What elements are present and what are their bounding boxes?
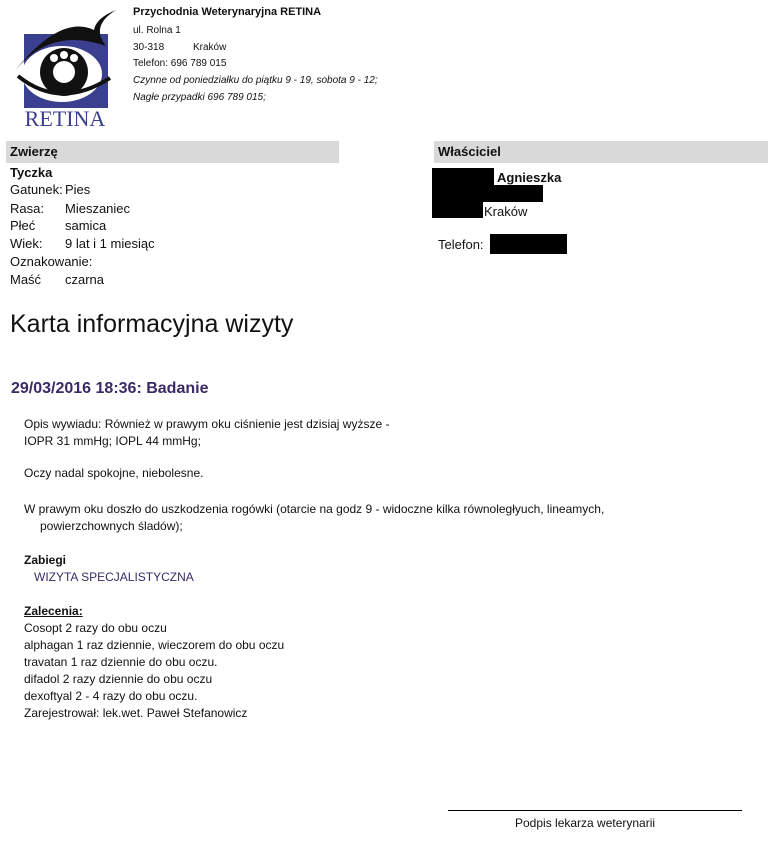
recommendation-item: difadol 2 razy dziennie do obu oczu <box>24 672 213 686</box>
visit-heading: 29/03/2016 18:36: Badanie <box>11 380 209 397</box>
species-value: Pies <box>65 182 91 197</box>
logo-text: RETINA <box>24 106 106 130</box>
owner-phone-label: Telefon: <box>438 237 484 252</box>
signature-label: Podpis lekarza weterynarii <box>515 816 656 830</box>
coat-value: czarna <box>65 272 105 287</box>
procedures-label: Zabiegi <box>24 553 67 567</box>
marking-label: Oznakowanie: <box>10 254 93 269</box>
clinic-phone: Telefon: 696 789 015 <box>133 58 227 69</box>
breed-label: Rasa: <box>10 201 44 216</box>
sex-label: Płeć <box>10 218 36 233</box>
recommendations-label: Zalecenia: <box>24 604 83 618</box>
interview-line-1: Opis wywiadu: Również w prawym oku ciśnienie jest dzisiaj wyższe - <box>24 417 390 431</box>
owner-redaction-postal <box>432 202 483 218</box>
document-title: Karta informacyjna wizyty <box>10 310 294 338</box>
owner-redaction-street <box>432 185 543 202</box>
clinic-emergency: Nagłe przypadki 696 789 015; <box>133 92 266 103</box>
interview-line-2: IOPR 31 mmHg; IOPL 44 mmHg; <box>24 434 201 448</box>
owner-redaction-phone <box>490 234 567 254</box>
clinic-postal-code: 30-318 <box>133 42 165 53</box>
animal-section-header: Zwierzę <box>6 141 339 163</box>
damage-line-1: W prawym oku doszło do uszkodzenia rogówki (otarcie na godz 9 - widoczne kilka równoległyuch, lineamych, <box>24 502 605 516</box>
recommendation-item: dexoftyal 2 - 4 razy do obu oczu. <box>24 689 198 703</box>
clinic-hours: Czynne od poniedziałku do piątku 9 - 19, sobota 9 - 12; <box>133 75 378 86</box>
owner-redaction-surname <box>432 168 494 185</box>
damage-line-2: powierzchownych śladów); <box>40 519 183 533</box>
clinic-city: Kraków <box>193 42 227 53</box>
owner-city: Kraków <box>484 204 528 219</box>
clinic-name: Przychodnia Weterynaryjna RETINA <box>133 6 322 18</box>
recommendation-item: travatan 1 raz dziennie do obu oczu. <box>24 655 218 669</box>
animal-name: Tyczka <box>10 165 53 180</box>
coat-label: Maść <box>10 272 42 287</box>
logo-paw-icon <box>53 61 75 83</box>
recommendation-item: Cosopt 2 razy do obu oczu <box>24 621 167 635</box>
sex-value: samica <box>65 218 107 233</box>
breed-value: Mieszaniec <box>65 201 131 216</box>
age-label: Wiek: <box>10 236 43 251</box>
eyes-calm-text: Oczy nadal spokojne, niebolesne. <box>24 466 204 480</box>
species-label: Gatunek: <box>10 182 63 197</box>
owner-first-name: Agnieszka <box>497 170 562 185</box>
clinic-street: ul. Rolna 1 <box>133 25 181 36</box>
age-value: 9 lat i 1 miesiąc <box>65 236 155 251</box>
procedure-item: WIZYTA SPECJALISTYCZNA <box>34 570 194 584</box>
clinic-logo <box>10 6 120 130</box>
recommendation-item: alphagan 1 raz dziennie, wieczorem do obu oczu <box>24 638 285 652</box>
owner-section-header: Właściciel <box>434 141 768 163</box>
registered-by: Zarejestrował: lek.wet. Paweł Stefanowicz <box>24 706 248 720</box>
signature-line <box>448 810 742 811</box>
